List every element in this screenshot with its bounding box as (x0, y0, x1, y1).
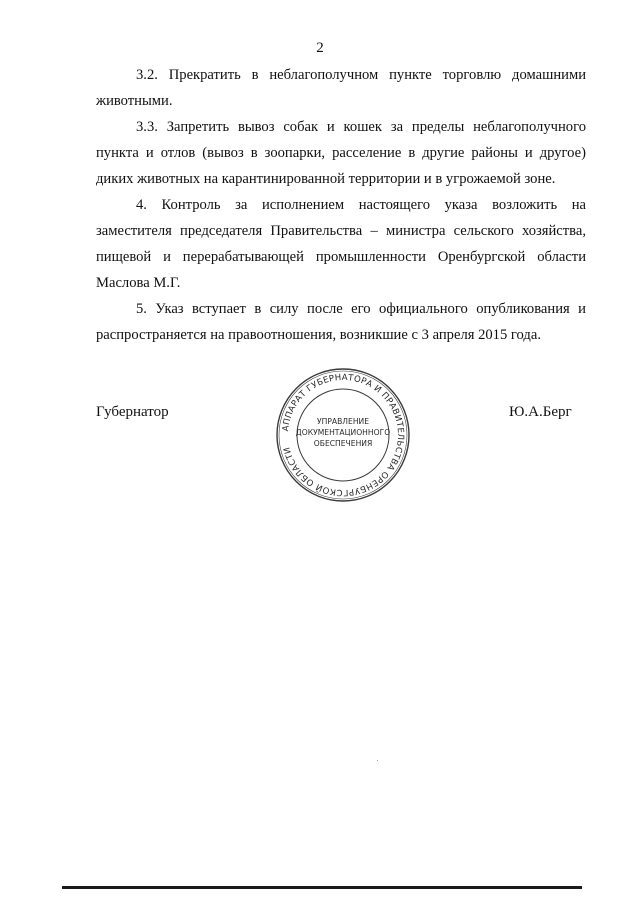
paragraph-line: 5. Указ вступает в силу после его официального опубликования и (136, 301, 586, 317)
bottom-rule (62, 886, 582, 889)
paragraph-line: 3.3. Запретить вывоз собак и кошек за пределы неблагополучного (136, 119, 586, 135)
paragraph-line: 3.2. Прекратить в неблагополучном пункте торговлю домашними (136, 67, 586, 83)
paragraph-line: Маслова М.Г. (96, 275, 181, 291)
stamp-center-line: ДОКУМЕНТАЦИОННОГО (295, 428, 391, 437)
stamp-ring-text: АППАРАТ ГУБЕРНАТОРА И ПРАВИТЕЛЬСТВА ОРЕНБУРГСКОЙ ОБЛАСТИ (281, 372, 406, 498)
page-number: 2 (316, 40, 324, 56)
paragraph-3-3 (96, 114, 586, 192)
stamp-center-line: УПРАВЛЕНИЕ (316, 417, 370, 426)
signature-name: Ю.А.Берг (509, 404, 572, 420)
paragraph-3-2 (96, 62, 586, 114)
paragraph-4 (96, 192, 586, 296)
paragraph-line: 4. Контроль за исполнением настоящего указа возложить на (136, 197, 586, 213)
paragraph-line: заместителя председателя Правительства – министра сельского хозяйства, (96, 223, 586, 239)
paragraph-line: животными. (96, 93, 173, 109)
paragraph-line: диких животных на карантинированной территории и в угрожаемой зоне. (96, 171, 556, 187)
paragraph-5 (96, 296, 586, 348)
paragraph-line: пункта и отлов (вывоз в зоопарки, расселение в другие районы и другое) (96, 145, 586, 161)
paragraph-line: распространяется на правоотношения, возникшие с 3 апреля 2015 года. (96, 327, 541, 343)
scan-speck (377, 760, 378, 761)
official-stamp (274, 366, 412, 504)
stamp-center-line: ОБЕСПЕЧЕНИЯ (313, 439, 373, 448)
signature-position: Губернатор (96, 404, 169, 420)
paragraph-line: пищевой и перерабатывающей промышленности Оренбургской области (96, 249, 586, 265)
